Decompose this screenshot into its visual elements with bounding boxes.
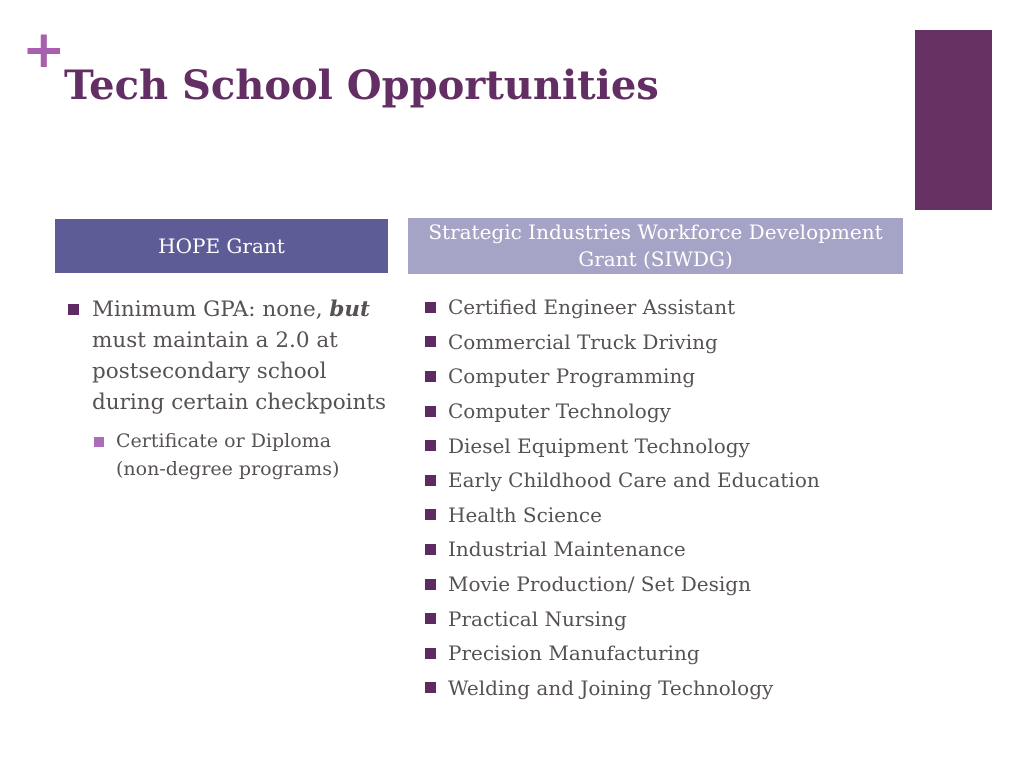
siwdg-header-label: Strategic Industries Workforce Development Grant (SIWDG) bbox=[428, 220, 883, 271]
list-item bbox=[425, 290, 905, 325]
hope-grant-column bbox=[68, 294, 390, 483]
bullet-square-icon bbox=[425, 648, 436, 659]
program-label: Certified Engineer Assistant bbox=[448, 295, 736, 320]
bullet-square-icon bbox=[425, 302, 436, 313]
program-label: Welding and Joining Technology bbox=[448, 675, 774, 700]
list-item bbox=[425, 532, 905, 567]
program-label: Industrial Maintenance bbox=[448, 537, 686, 562]
accent-rectangle bbox=[915, 30, 992, 210]
list-item bbox=[425, 671, 905, 706]
gpa-bullet-text bbox=[92, 294, 390, 418]
certificate-sub-bullet-text: Certificate or Diploma (non-degree programs) bbox=[116, 430, 340, 480]
gpa-bullet-item bbox=[68, 294, 390, 418]
list-item bbox=[425, 463, 905, 498]
bullet-square-icon bbox=[425, 406, 436, 417]
gpa-text-post: must maintain a 2.0 at postsecondary school during certain checkpoints bbox=[92, 328, 387, 415]
list-item bbox=[425, 567, 905, 602]
certificate-sub-bullet-item bbox=[94, 428, 390, 483]
bullet-square-icon bbox=[425, 336, 436, 347]
bullet-square-icon bbox=[425, 440, 436, 451]
siwdg-header bbox=[408, 218, 903, 274]
gpa-text-pre: Minimum GPA: none, bbox=[92, 297, 330, 322]
bullet-square-icon bbox=[425, 682, 436, 693]
siwdg-program-list bbox=[425, 290, 905, 705]
bullet-square-icon bbox=[425, 544, 436, 555]
program-label: Health Science bbox=[448, 502, 602, 527]
list-item bbox=[425, 359, 905, 394]
list-item bbox=[425, 325, 905, 360]
program-label: Commercial Truck Driving bbox=[448, 329, 718, 354]
bullet-square-icon bbox=[425, 371, 436, 382]
hope-grant-header bbox=[55, 219, 388, 273]
program-label: Precision Manufacturing bbox=[448, 641, 700, 666]
gpa-text-emphasis: but bbox=[329, 297, 370, 322]
list-item bbox=[425, 601, 905, 636]
page-title: Tech School Opportunities bbox=[64, 62, 659, 109]
program-label: Practical Nursing bbox=[448, 606, 627, 631]
list-item bbox=[425, 498, 905, 533]
bullet-square-icon bbox=[425, 579, 436, 590]
plus-decoration: + bbox=[22, 20, 66, 80]
program-label: Computer Programming bbox=[448, 364, 696, 389]
bullet-square-icon bbox=[68, 304, 79, 315]
program-label: Computer Technology bbox=[448, 399, 671, 424]
bullet-square-icon bbox=[425, 613, 436, 624]
list-item bbox=[425, 636, 905, 671]
program-label: Diesel Equipment Technology bbox=[448, 433, 750, 458]
sub-bullet-square-icon bbox=[94, 437, 104, 447]
program-label: Movie Production/ Set Design bbox=[448, 572, 751, 597]
bullet-square-icon bbox=[425, 475, 436, 486]
list-item bbox=[425, 428, 905, 463]
program-label: Early Childhood Care and Education bbox=[448, 468, 820, 493]
bullet-square-icon bbox=[425, 509, 436, 520]
hope-grant-header-label: HOPE Grant bbox=[158, 233, 285, 258]
list-item bbox=[425, 394, 905, 429]
